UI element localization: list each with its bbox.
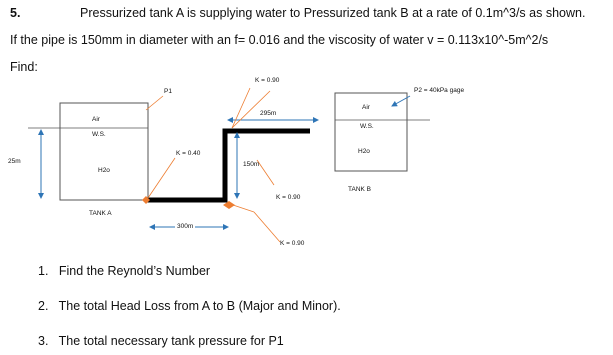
k-top-label: K = 0.90 [255, 77, 280, 84]
tank-b-water-label: H2o [358, 148, 370, 155]
problem-given: If the pipe is 150mm in diameter with an f= 0.016 and the viscosity of water v = 0.113x10^-5m^2/s [10, 33, 549, 47]
tank-b-label: TANK B [348, 186, 371, 193]
tank-b-outline [335, 93, 407, 171]
question-3-number: 3. [38, 334, 49, 348]
k-low-leader [254, 212, 280, 242]
tank-a-outline [60, 103, 148, 200]
question-3-text: The total necessary tank pressure for P1 [58, 334, 284, 348]
dim-150m-label: 150m [243, 161, 260, 168]
question-2-text: The total Head Loss from A to B (Major and Minor). [58, 299, 341, 313]
tank-a-air-label: Air [92, 116, 100, 123]
p2-label: P2 = 40kPa gage [414, 87, 465, 94]
question-2 [38, 299, 341, 313]
pipe [146, 131, 310, 200]
k040-leader [148, 158, 175, 198]
p1-leader [146, 96, 163, 110]
k-low-leader-2 [233, 205, 254, 212]
tank-b-air-label: Air [362, 104, 370, 111]
tank-a-label: TANK A [89, 210, 112, 217]
tank-a-ws-label: W.S. [92, 131, 106, 138]
problem-intro: Pressurized tank A is supplying water to Pressurized tank B at a rate of 0.1m^3/s as shown. [80, 6, 586, 20]
p1-label: P1 [164, 88, 172, 95]
k-mid-leader [257, 160, 274, 185]
question-1 [38, 264, 210, 278]
problem-number: 5. [10, 6, 21, 20]
k-090-low-label: K = 0.90 [280, 240, 305, 247]
dim-300m-label: 300m [177, 223, 194, 230]
question-1-number: 1. [38, 264, 49, 278]
tank-a-water-label: H2o [98, 167, 110, 174]
question-1-text: Find the Reynold’s Number [58, 264, 211, 278]
question-3 [38, 334, 284, 348]
dim-295m-label: 295m [260, 110, 277, 117]
k-top-leader [232, 88, 250, 128]
question-2-number: 2. [38, 299, 49, 313]
tank-b-ws-label: W.S. [360, 123, 374, 130]
k-090-mid-label: K = 0.90 [276, 194, 301, 201]
dim-25m-label: 25m [8, 158, 21, 165]
find-label: Find: [10, 60, 38, 74]
k-040-label: K = 0.40 [176, 150, 201, 157]
